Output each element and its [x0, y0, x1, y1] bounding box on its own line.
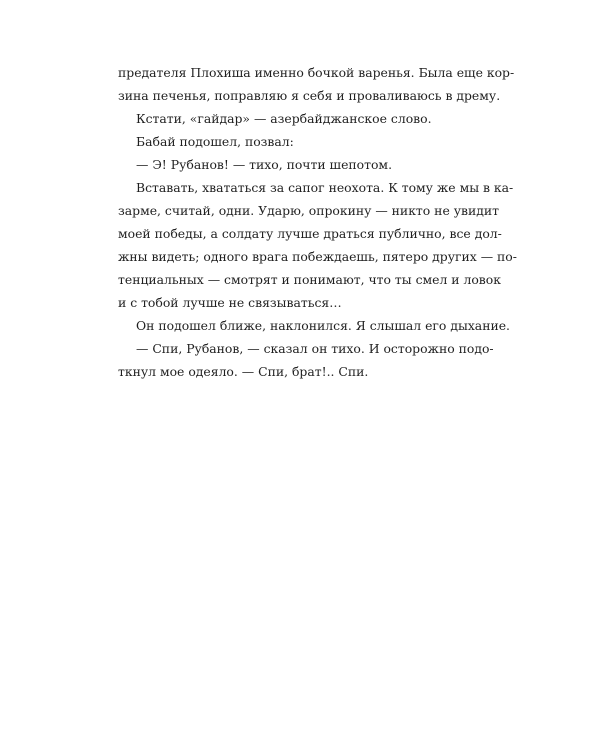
text-line: моей победы, а солдату лучше драться публично, все дол- [118, 226, 502, 241]
text-line: Кстати, «гайдар» — азербайджанское слово. [136, 111, 432, 126]
text-line: — Э! Рубанов! — тихо, почти шепотом. [136, 157, 393, 172]
text-line: Вставать, хвататься за сапог неохота. К тому же мы в ка- [136, 180, 514, 195]
text-line: ткнул мое одеяло. — Спи, брат!.. Спи. [118, 364, 369, 379]
text-line: жны видеть; одного врага побеждаешь, пятеро других — по- [118, 249, 517, 264]
text-line: Бабай подошел, позвал: [136, 134, 294, 149]
text-line: зарме, считай, одни. Ударю, опрокину — никто не увидит [118, 203, 499, 218]
text-line: тенциальных — смотрят и понимают, что ты смел и ловок [118, 272, 501, 287]
text-line: зина печенья, поправляю я себя и проваливаюсь в дрему. [118, 88, 501, 103]
text-line: предателя Плохиша именно бочкой варенья. Была еще кор- [118, 65, 515, 80]
text-line: — Спи, Рубанов, — сказал он тихо. И осторожно подо- [136, 341, 494, 356]
text-line: и с тобой лучше не связываться… [118, 295, 342, 310]
text-line: Он подошел ближе, наклонился. Я слышал его дыхание. [136, 318, 510, 333]
